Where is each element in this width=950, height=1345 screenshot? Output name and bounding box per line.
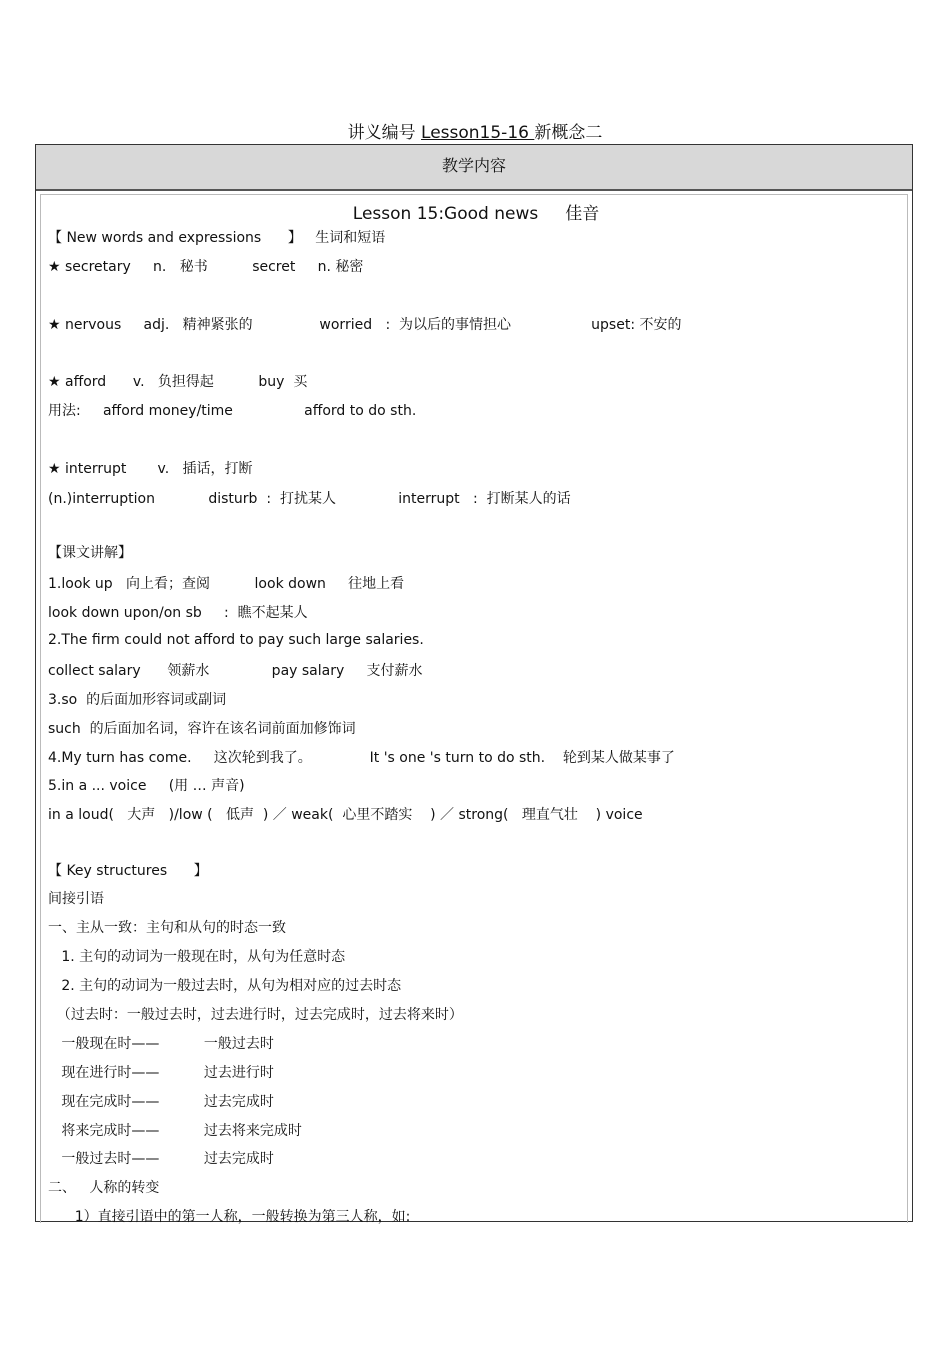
content-cell xyxy=(40,194,908,1223)
text-line: 用法: afford money/time afford to do sth. xyxy=(48,403,417,419)
text-line: such 的后面加名词，容许在该名词前面加修饰词 xyxy=(48,721,356,737)
text-line: 1. 主句的动词为一般现在时，从句为任意时态 xyxy=(48,949,346,965)
text-line: 现在进行时—— 过去进行时 xyxy=(48,1065,274,1081)
text-line: 【课文讲解】 xyxy=(48,545,132,561)
text-line: 二、 人称的转变 xyxy=(48,1180,160,1196)
title-suffix: 新概念二 xyxy=(534,123,603,143)
text-line: （过去时：一般过去时，过去进行时，过去完成时，过去将来时） xyxy=(48,1007,463,1023)
lesson-title: Lesson 15:Good news 佳音 xyxy=(352,204,600,224)
title-prefix: 讲义编号 xyxy=(347,123,422,143)
text-line: 现在完成时—— 过去完成时 xyxy=(48,1094,274,1110)
text-line: 1.look up 向上看；查阅 look down 往地上看 xyxy=(48,576,405,592)
text-line: 4.My turn has come. 这次轮到我了。 It 's one 's turn to do sth. 轮到某人做某事了 xyxy=(48,750,675,766)
text-line: 2.The firm could not afford to pay such large salaries. xyxy=(48,632,424,648)
text-line: ★ secretary n. 秘书 secret n. 秘密 xyxy=(48,259,364,275)
text-line: 间接引语 xyxy=(48,891,104,907)
text-line: in a loud( 大声 )/low ( 低声 ) ／ weak( 心里不踏实 ) ／ strong( 理直气壮 ) voice xyxy=(48,807,643,823)
text-line: 一、主从一致：主句和从句的时态一致 xyxy=(48,920,286,936)
text-line: 2. 主句的动词为一般过去时，从句为相对应的过去时态 xyxy=(48,978,402,994)
text-line: 1）直接引语中的第一人称，一般转换为第三人称，如: xyxy=(48,1209,411,1225)
lesson-code: Lesson15-16 xyxy=(421,123,535,143)
text-line: look down upon/on sb : 瞧不起某人 xyxy=(48,605,308,621)
content-table xyxy=(35,144,913,1225)
document-title xyxy=(0,118,950,143)
text-line: (n.)interruption disturb : 打扰某人 interrupt : 打断某人的话 xyxy=(48,491,571,507)
text-line: 5.in a ... voice (用 … 声音) xyxy=(48,778,245,794)
text-line: 【 New words and expressions 】 生词和短语 xyxy=(48,230,386,246)
text-line: 3.so 的后面加形容词或副词 xyxy=(48,692,227,708)
text-line: 一般现在时—— 一般过去时 xyxy=(48,1036,274,1052)
text-line: 一般过去时—— 过去完成时 xyxy=(48,1151,274,1167)
text-line: collect salary 领薪水 pay salary 支付薪水 xyxy=(48,663,423,679)
text-line: 将来完成时—— 过去将来完成时 xyxy=(48,1123,302,1139)
text-line: ★ nervous adj. 精神紧张的 worried : 为以后的事情担心 upset: 不安的 xyxy=(48,317,682,333)
text-line: ★ interrupt v. 插话，打断 xyxy=(48,461,253,477)
table-header: 教学内容 xyxy=(36,145,912,191)
text-line: 【 Key structures 】 xyxy=(48,863,208,879)
text-line: ★ afford v. 负担得起 buy 买 xyxy=(48,374,308,390)
